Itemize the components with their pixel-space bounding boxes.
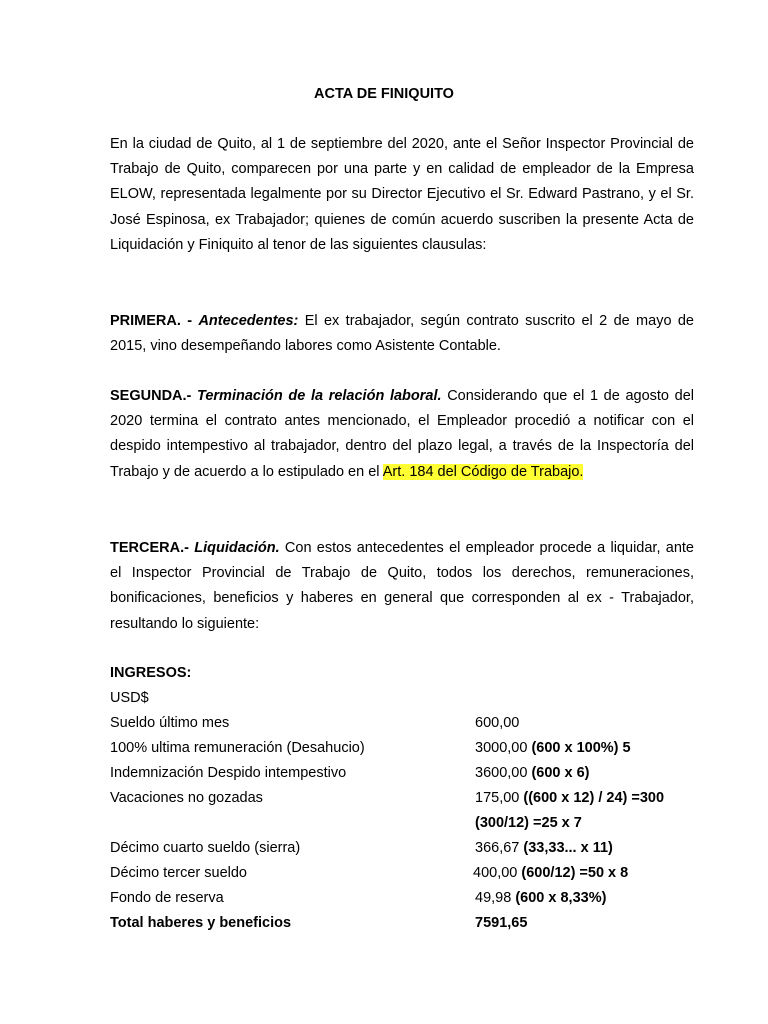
row-value: 400,00 (600/12) =50 x 8 — [473, 865, 629, 881]
table-row — [110, 886, 710, 911]
row-value: 366,67 (33,33... x 11) — [475, 840, 613, 856]
row-label: Indemnización Despido intempestivo — [110, 765, 347, 781]
row-formula: (600 x 100%) 5 — [531, 740, 631, 756]
clause-primera-label: PRIMERA. - — [110, 313, 199, 329]
table-row — [110, 786, 710, 811]
table-row — [110, 861, 710, 886]
clause-primera — [110, 309, 694, 359]
row-value: 3600,00 (600 x 6) — [475, 765, 590, 781]
clause-segunda-label: SEGUNDA.- — [110, 388, 198, 404]
row-formula: (600 x 8,33%) — [515, 890, 607, 906]
clause-tercera-heading: Liquidación. — [194, 540, 280, 556]
currency-label: USD$ — [110, 690, 149, 706]
row-formula: (600 x 6) — [531, 765, 590, 781]
row-label: Vacaciones no gozadas — [110, 790, 263, 806]
row-label: Sueldo último mes — [110, 715, 230, 731]
ingresos-heading: INGRESOS: — [110, 665, 192, 681]
clause-primera-heading: Antecedentes: — [198, 313, 299, 329]
total-label: Total haberes y beneficios — [110, 915, 292, 931]
document-title: ACTA DE FINIQUITO — [314, 86, 454, 102]
ingresos-heading-row — [110, 661, 710, 686]
row-value: 175,00 ((600 x 12) / 24) =300 — [475, 790, 665, 806]
row-formula: (33,33... x 11) — [523, 840, 613, 856]
table-row — [110, 736, 710, 761]
row-value: 600,00 — [475, 715, 520, 731]
currency-row — [110, 686, 710, 711]
total-value: 7591,65 — [475, 915, 528, 931]
table-row — [110, 811, 710, 836]
total-row — [110, 911, 710, 936]
clause-tercera-text: Con estos antecedentes el empleador procede a liquidar, ante el Inspector Provincial de Trabajo de Quito, todos los derechos, remuneraciones, bonificaciones, beneficios y haberes en general que corresponden al ex - Trabajador, resultando lo siguiente: — [110, 540, 694, 632]
row-label: Décimo cuarto sueldo (sierra) — [110, 840, 301, 856]
clause-segunda — [110, 384, 694, 485]
row-formula: (600/12) =50 x 8 — [521, 865, 629, 881]
row-label: 100% ultima remuneración (Desahucio) — [110, 740, 365, 756]
row-label: Fondo de reserva — [110, 890, 224, 906]
intro-paragraph: En la ciudad de Quito, al 1 de septiembre del 2020, ante el Señor Inspector Provincial de Trabajo de Quito, comparecen por una parte y en calidad de empleador de la Empresa ELOW, representada legalmente por su Director Ejecutivo el Sr. Edward Pastrano, y el Sr. José Espinosa, ex Trabajador; quienes de común acuerdo suscriben la presente Acta de Liquidación y Finiquito al tenor de las siguientes clausulas: — [110, 136, 694, 253]
row-formula: (300/12) =25 x 7 — [475, 815, 582, 831]
clause-tercera-label: TERCERA.- — [110, 540, 195, 556]
legal-reference-highlight: Art. 184 del Código de Trabajo. — [382, 463, 584, 480]
table-row — [110, 836, 710, 861]
row-value — [475, 811, 582, 836]
row-formula: ((600 x 12) / 24) =300 — [523, 790, 665, 806]
clause-segunda-heading: Terminación de la relación laboral. — [197, 388, 442, 404]
row-label: Décimo tercer sueldo — [110, 865, 247, 881]
clause-primera-text: El ex trabajador, según contrato suscrito el 2 de mayo de 2015, vino desempeñando labores como Asistente Contable. — [110, 313, 694, 355]
clause-segunda-text: Considerando que el 1 de agosto del 2020 termina el contrato antes mencionado, el Empleador procedió a notificar con el despido intempestivo al trabajador, dentro del plazo legal, a través de la Inspectoría del Trabajo y de acuerdo a lo estipulado en el — [110, 388, 694, 480]
table-row — [110, 711, 710, 736]
row-value: 3000,00 (600 x 100%) 5 — [475, 740, 631, 756]
row-value: 49,98 (600 x 8,33%) — [475, 890, 607, 906]
clause-tercera — [110, 536, 694, 637]
table-row — [110, 761, 710, 786]
